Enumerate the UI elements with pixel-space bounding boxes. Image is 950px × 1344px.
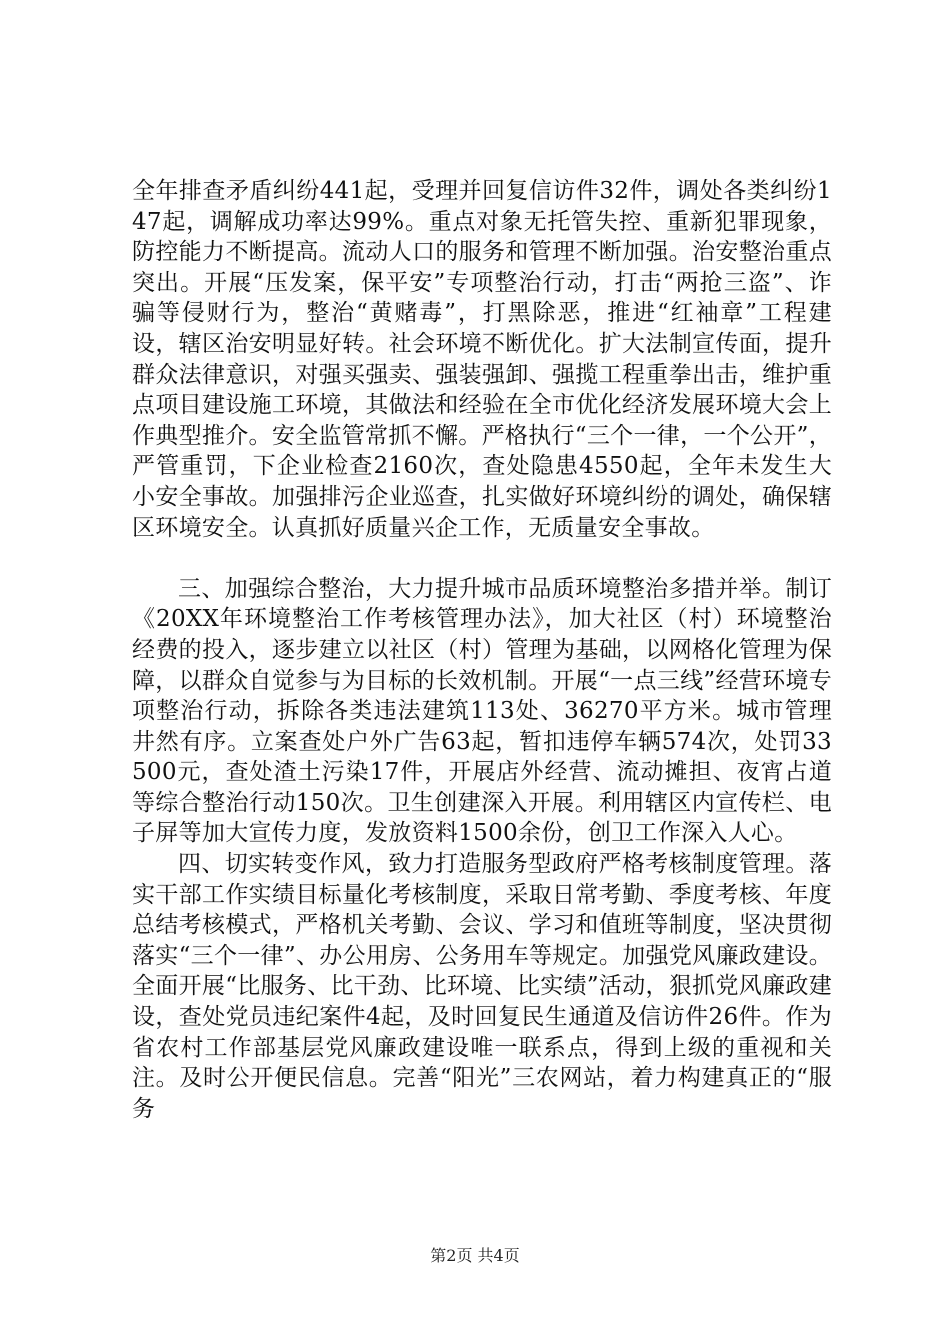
paragraph-2: 三、加强综合整治，大力提升城市品质环境整治多措并举。制订《20XX年环境整治工作考核管理办法》，加大社区（村）环境整治经费的投入，逐步建立以社区（村）管理为基础，以网格化管理为保障，以群众自觉参与为目标的长效机制。开展“一点三线”经营环境专项整治行动，拆除各类违法建筑113处、36270平方米。城市管理井然有序。立案查处户外广告63起，暂扣违停车辆574次，处罚33500元，查处渣土污染17件，开展店外经营、流动摊担、夜宵占道等综合整治行动150次。卫生创建深入开展。利用辖区内宣传栏、电子屏等加大宣传力度，发放资料1500余份，创卫工作深入人心。 [132,575,832,847]
document-body [132,176,832,1124]
paragraph-spacer [132,543,832,574]
paragraph-1: 全年排查矛盾纠纷441起，受理并回复信访件32件，调处各类纠纷147起，调解成功率达99%。重点对象无托管失控、重新犯罪现象，防控能力不断提高。流动人口的服务和管理不断加强。治安整治重点突出。开展“压发案，保平安”专项整治行动，打击“两抢三盗”、诈骗等侵财行为，整治“黄赌毒”，打黑除恶，推进“红袖章”工程建设，辖区治安明显好转。社会环境不断优化。扩大法制宣传面，提升群众法律意识，对强买强卖、强装强卸、强揽工程重拳出击，维护重点项目建设施工环境，其做法和经验在全市优化经济发展环境大会上作典型推介。安全监管常抓不懈。严格执行“三个一律，一个公开”，严管重罚，下企业检查2160次，查处隐患4550起，全年未发生大小安全事故。加强排污企业巡查，扎实做好环境纠纷的调处，确保辖区环境安全。认真抓好质量兴企工作，无质量安全事故。 [132,178,832,541]
page-number-footer: 第2页 共4页 [430,1246,520,1265]
paragraph-3: 四、切实转变作风，致力打造服务型政府严格考核制度管理。落实干部工作实绩目标量化考核制度，采取日常考勤、季度考核、年度总结考核模式，严格机关考勤、会议、学习和值班等制度，坚决贯彻落实“三个一律”、办公用房、公务用车等规定。加强党风廉政建设。全面开展“比服务、比干劲、比环境、比实绩”活动，狠抓党风廉政建设，查处党员违纪案件4起，及时回复民生通道及信访件26件。作为省农村工作部基层党风廉政建设唯一联系点，得到上级的重视和关注。及时公开便民信息。完善“阳光”三农网站，着力构建真正的“服务 [132,851,832,1122]
